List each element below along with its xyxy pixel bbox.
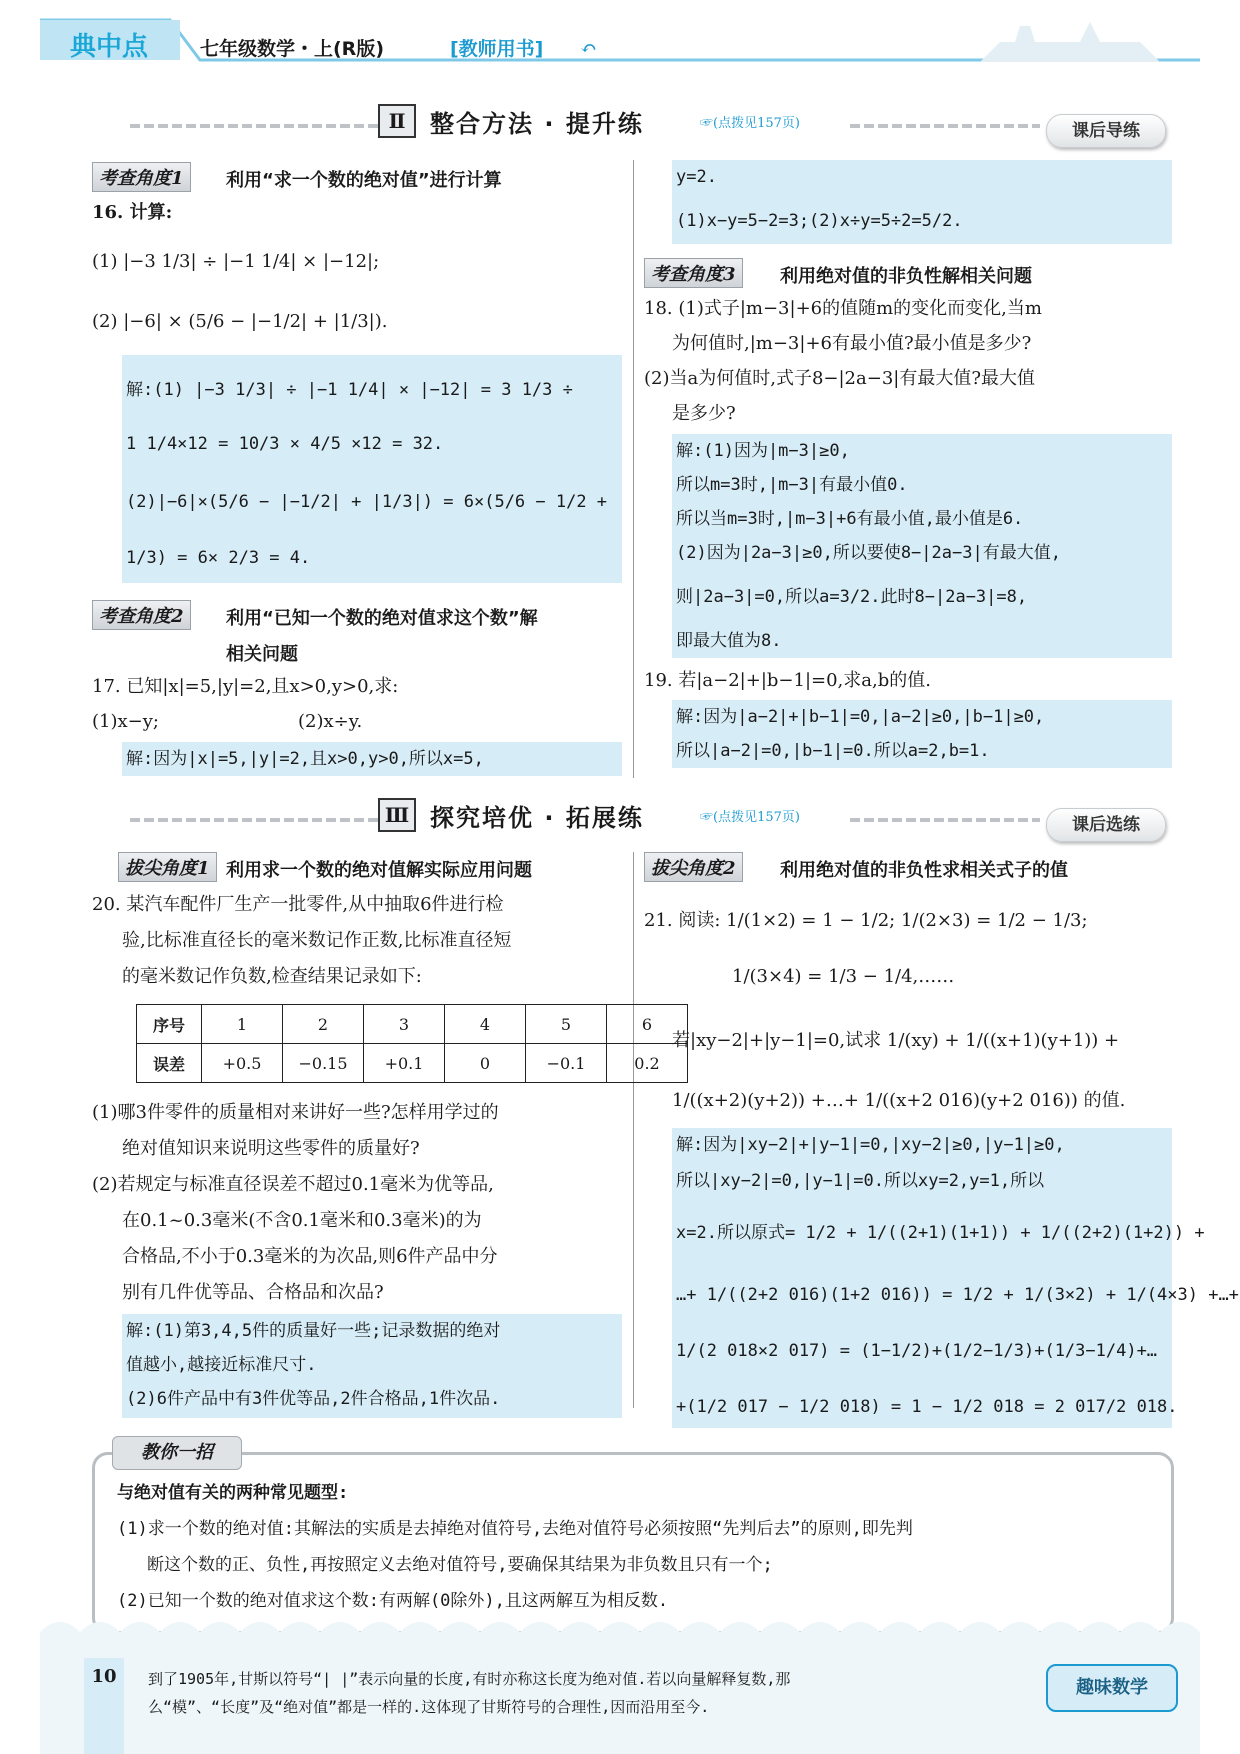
table-cell: 2 bbox=[283, 1005, 364, 1044]
solution-line: (2)因为|2a−3|≥0,所以要使8−|2a−3|有最大值, bbox=[676, 543, 1061, 563]
table-cell: 0.2 bbox=[607, 1044, 688, 1083]
section-title: 整合方法 · 提升练 bbox=[430, 110, 644, 138]
tip-box bbox=[92, 1452, 1174, 1634]
solution-line: 即最大值为8. bbox=[676, 631, 782, 651]
question-17: 17. 已知|x|=5,|y|=2,且x>0,y>0,求: bbox=[92, 676, 399, 697]
question-18-line: 是多少? bbox=[672, 403, 736, 424]
solution-box bbox=[672, 1128, 1239, 1428]
solution-box bbox=[122, 355, 622, 583]
angle-title: 利用“求一个数的绝对值”进行计算 bbox=[226, 170, 502, 191]
angle-title: 利用“已知一个数的绝对值求这个数”解 bbox=[226, 608, 538, 629]
angle-tag: 考查角度1 bbox=[92, 162, 191, 192]
question-17-part2: (2)x÷y. bbox=[298, 711, 363, 732]
solution-line: 解:因为|xy−2|+|y−1|=0,|xy−2|≥0,|y−1|≥0, bbox=[676, 1135, 1065, 1155]
hint-reference: ☞(点拨见157页) bbox=[700, 116, 800, 131]
brand-logo: 典中点 bbox=[70, 32, 149, 62]
tip-line: (2)已知一个数的绝对值求这个数:有两解(0除外),且这两解互为相反数. bbox=[117, 1591, 669, 1611]
table-cell: 1 bbox=[202, 1005, 283, 1044]
question-20-line: 别有几件优等品、合格品和次品? bbox=[122, 1282, 384, 1303]
section-divider-right bbox=[850, 818, 1040, 822]
error-table bbox=[136, 1004, 688, 1083]
question-21-line: 若|xy−2|+|y−1|=0,试求 1/(xy) + 1/((x+1)(y+1)) + bbox=[672, 1030, 1120, 1051]
section-badge: 课后选练 bbox=[1046, 808, 1166, 842]
question-18: 18. (1)式子|m−3|+6的值随m的变化而变化,当m bbox=[644, 298, 1042, 319]
solution-line: 解:(1) |−3 1/3| ÷ |−1 1/4| × |−12| = 3 1/3 ÷ bbox=[126, 380, 573, 400]
solution-line: 解:因为|a−2|+|b−1|=0,|a−2|≥0,|b−1|≥0, bbox=[676, 707, 1045, 727]
solution-line: (2)|−6|×(5/6 − |−1/2| + |1/3|) = 6×(5/6 − 1/2 + bbox=[126, 492, 608, 512]
footer-note: 到了1905年,甘斯以符号“| |”表示向量的长度,有时亦称这长度为绝对值.若以向量解释复数,那 bbox=[148, 1670, 791, 1688]
tip-badge: 教你一招 bbox=[112, 1436, 242, 1470]
table-cell: +0.1 bbox=[364, 1044, 445, 1083]
table-cell: −0.1 bbox=[526, 1044, 607, 1083]
angle-title: 利用求一个数的绝对值解实际应用问题 bbox=[226, 860, 532, 881]
table-header: 误差 bbox=[137, 1044, 202, 1083]
angle-title: 利用绝对值的非负性解相关问题 bbox=[780, 266, 1032, 287]
solution-line: 值越小,越接近标准尺寸. bbox=[126, 1355, 317, 1375]
section-numeral: Ⅱ bbox=[378, 104, 416, 138]
solution-line: (1)x−y=5−2=3;(2)x÷y=5÷2=5/2. bbox=[676, 211, 963, 231]
question-20-part2: (2)若规定与标准直径误差不超过0.1毫米为优等品, bbox=[92, 1174, 494, 1195]
section-badge: 课后导练 bbox=[1046, 114, 1166, 148]
table-cell: 0 bbox=[445, 1044, 526, 1083]
table-cell: −0.15 bbox=[283, 1044, 364, 1083]
question-20: 20. 某汽车配件厂生产一批零件,从中抽取6件进行检 bbox=[92, 894, 504, 915]
book-title: 七年级数学・上(R版) bbox=[200, 38, 384, 60]
question-18-line: 为何值时,|m−3|+6有最小值?最小值是多少? bbox=[672, 333, 1032, 354]
solution-box bbox=[672, 700, 1172, 768]
question-20-line: 绝对值知识来说明这些零件的质量好? bbox=[122, 1138, 420, 1159]
table-row bbox=[137, 1005, 688, 1044]
return-arrow-icon[interactable]: ↶ bbox=[580, 36, 597, 60]
solution-line: 1 1/4×12 = 10/3 × 4/5 ×12 = 32. bbox=[126, 434, 444, 454]
section-title: 探究培优 · 拓展练 bbox=[430, 804, 644, 832]
solution-line: 解:(1)因为|m−3|≥0, bbox=[676, 441, 850, 461]
angle-title-cont: 相关问题 bbox=[226, 644, 298, 665]
solution-line: 所以当m=3时,|m−3|+6有最小值,最小值是6. bbox=[676, 509, 1024, 529]
table-cell: 5 bbox=[526, 1005, 607, 1044]
fun-math-badge: 趣味数学 bbox=[1046, 1664, 1178, 1712]
solution-line: x=2.所以原式= 1/2 + 1/((2+1)(1+1)) + 1/((2+2)(1+2)) + bbox=[676, 1223, 1205, 1243]
solution-line: 1/(2 018×2 017) = (1−1/2)+(1/2−1/3)+(1/3−1/4)+… bbox=[676, 1341, 1158, 1361]
column-divider bbox=[633, 160, 634, 778]
solution-line: 解:(1)第3,4,5件的质量好一些;记录数据的绝对 bbox=[126, 1321, 501, 1341]
question-17-part1: (1)x−y; bbox=[92, 711, 159, 732]
table-cell: 3 bbox=[364, 1005, 445, 1044]
column-divider bbox=[633, 852, 634, 1408]
solution-line: 1/3) = 6× 2/3 = 4. bbox=[126, 548, 311, 568]
question-21-line: 1/(3×4) = 1/3 − 1/4,…… bbox=[732, 966, 955, 987]
question-16-part1: (1) |−3 1/3| ÷ |−1 1/4| × |−12|; bbox=[92, 251, 380, 272]
angle-tag: 拔尖角度2 bbox=[644, 852, 743, 882]
angle-title: 利用绝对值的非负性求相关式子的值 bbox=[780, 860, 1068, 881]
tip-heading: 与绝对值有关的两种常见题型: bbox=[117, 1483, 349, 1503]
solution-line: +(1/2 017 − 1/2 018) = 1 − 1/2 018 = 2 017/2 018. bbox=[676, 1397, 1178, 1417]
question-21-line: 1/((x+2)(y+2)) +…+ 1/((x+2 016)(y+2 016)) 的值. bbox=[672, 1090, 1126, 1111]
question-20-line: 验,比标准直径长的毫米数记作正数,比标准直径短 bbox=[122, 930, 512, 951]
page-number-text: 10 bbox=[91, 1666, 117, 1687]
question-18-part2: (2)当a为何值时,式子8−|2a−3|有最大值?最大值 bbox=[644, 368, 1035, 389]
footer-note: 么“模”、“长度”及“绝对值”都是一样的.这体现了甘斯符号的合理性,因而沿用至今. bbox=[148, 1698, 710, 1716]
solution-line: (2)6件产品中有3件优等品,2件合格品,1件次品. bbox=[126, 1389, 501, 1409]
question-21: 21. 阅读: 1/(1×2) = 1 − 1/2; 1/(2×3) = 1/2 − 1/3; bbox=[644, 910, 1088, 931]
solution-line: …+ 1/((2+2 016)(1+2 016)) = 1/2 + 1/(3×2) + 1/(4×3) +…+ bbox=[676, 1285, 1239, 1305]
table-cell: 4 bbox=[445, 1005, 526, 1044]
tip-line: 断这个数的正、负性,再按照定义去绝对值符号,要确保其结果为非负数且只有一个; bbox=[147, 1555, 773, 1575]
solution-line: 解:因为|x|=5,|y|=2,且x>0,y>0,所以x=5, bbox=[126, 749, 484, 769]
solution-line: y=2. bbox=[676, 167, 717, 187]
question-20-line: 在0.1~0.3毫米(不含0.1毫米和0.3毫米)的为 bbox=[122, 1210, 482, 1231]
angle-tag: 拔尖角度1 bbox=[118, 852, 217, 882]
question-16-part2: (2) |−6| × (5/6 − |−1/2| + |1/3|). bbox=[92, 311, 388, 332]
table-header: 序号 bbox=[137, 1005, 202, 1044]
solution-line: 所以|xy−2|=0,|y−1|=0.所以xy=2,y=1,所以 bbox=[676, 1171, 1045, 1191]
page-number bbox=[84, 1658, 124, 1754]
edition-tag: [教师用书] bbox=[450, 38, 544, 60]
question-16: 16. 计算: bbox=[92, 202, 173, 223]
section-numeral: Ⅲ bbox=[378, 798, 416, 832]
angle-tag: 考查角度3 bbox=[644, 258, 743, 288]
tip-line: (1)求一个数的绝对值:其解法的实质是去掉绝对值符号,去绝对值符号必须按照“先判后去”的原则,即先判 bbox=[117, 1519, 913, 1539]
question-19: 19. 若|a−2|+|b−1|=0,求a,b的值. bbox=[644, 670, 931, 691]
table-cell: +0.5 bbox=[202, 1044, 283, 1083]
table-row bbox=[137, 1044, 688, 1083]
solution-line: 所以|a−2|=0,|b−1|=0.所以a=2,b=1. bbox=[676, 741, 990, 761]
solution-line: 所以m=3时,|m−3|有最小值0. bbox=[676, 475, 908, 495]
angle-tag: 考查角度2 bbox=[92, 600, 191, 630]
question-20-line: 的毫米数记作负数,检查结果记录如下: bbox=[122, 966, 422, 987]
hint-reference: ☞(点拨见157页) bbox=[700, 810, 800, 825]
section-divider-left bbox=[130, 818, 380, 822]
solution-box bbox=[672, 434, 1172, 658]
solution-box bbox=[122, 1314, 622, 1418]
solution-box bbox=[672, 160, 1172, 244]
section-divider-left bbox=[130, 124, 380, 128]
section-divider-right bbox=[850, 124, 1040, 128]
solution-line: 则|2a−3|=0,所以a=3/2.此时8−|2a−3|=8, bbox=[676, 587, 1028, 607]
question-20-part1: (1)哪3件零件的质量相对来讲好一些?怎样用学过的 bbox=[92, 1102, 499, 1123]
table-cell: 6 bbox=[607, 1005, 688, 1044]
solution-box bbox=[122, 742, 622, 776]
question-20-line: 合格品,不小于0.3毫米的为次品,则6件产品中分 bbox=[122, 1246, 498, 1267]
